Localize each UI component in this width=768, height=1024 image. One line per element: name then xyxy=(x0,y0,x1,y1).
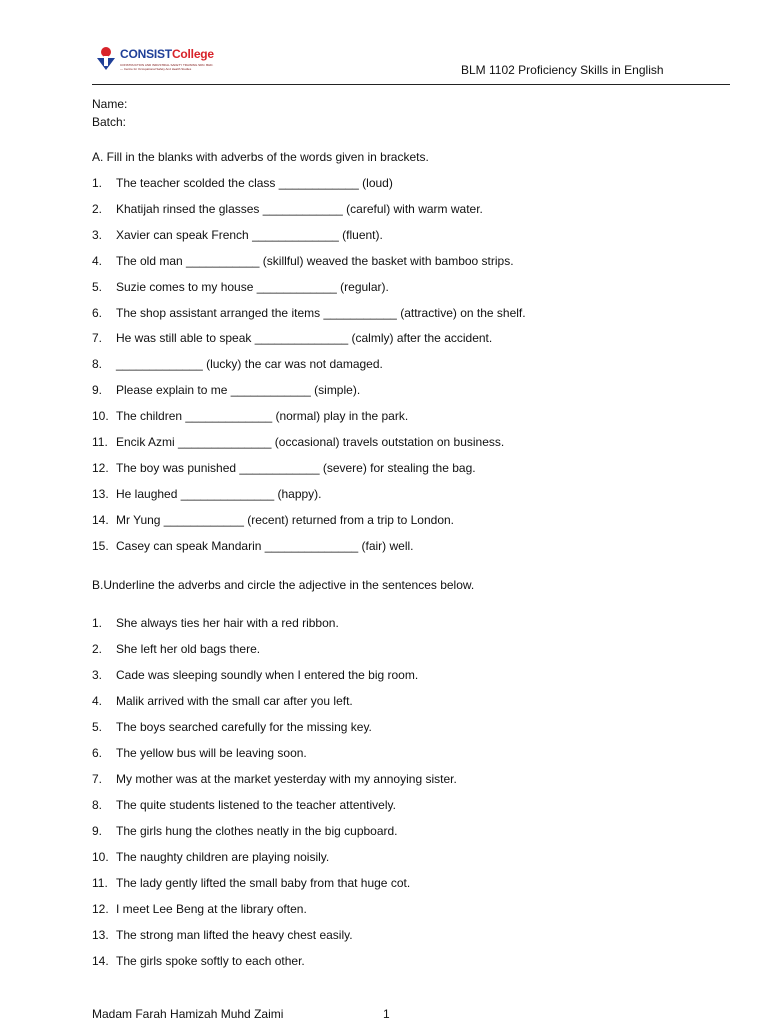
section-a-item-number: 1. xyxy=(92,176,103,190)
section-b-item-text: She always ties her hair with a red ribbon. xyxy=(116,616,339,630)
logo-subtitle: CONSTRUCTION AND INDUSTRIAL SAFETY TRAINING SDN. BHD. — Centre for Occupational Safety And Health Studies xyxy=(120,63,214,71)
section-b-item-number: 8. xyxy=(92,798,103,812)
section-b-item-text: Cade was sleeping soundly when I entered the big room. xyxy=(116,668,419,682)
section-b-item-number: 13. xyxy=(92,928,109,942)
section-b-item-text: The girls spoke softly to each other. xyxy=(116,954,305,968)
section-b-item-text: The boys searched carefully for the missing key. xyxy=(116,720,372,734)
section-b-item-text: The quite students listened to the teacher attentively. xyxy=(116,798,396,812)
section-b-item-text: The yellow bus will be leaving soon. xyxy=(116,746,307,760)
section-a-item-number: 10. xyxy=(92,409,109,424)
section-a-item-number: 9. xyxy=(92,383,103,398)
section-b-item-number: 1. xyxy=(92,616,103,630)
section-a-item-number: 13. xyxy=(92,486,109,501)
section-a-item-number: 12. xyxy=(92,460,109,475)
footer-author: Madam Farah Hamizah Muhd Zaimi xyxy=(92,1007,284,1021)
section-a-item-number: 11. xyxy=(92,435,108,449)
section-a-item-number: 5. xyxy=(92,279,103,294)
section-a-item-text: Please explain to me ____________ (simple). xyxy=(116,383,361,398)
batch-label: Batch: xyxy=(92,115,127,129)
college-logo xyxy=(94,44,214,76)
section-a-item-number: 6. xyxy=(92,305,103,320)
section-b-item-number: 6. xyxy=(92,746,103,760)
page-number: 1 xyxy=(383,1007,390,1021)
section-a-item-number: 8. xyxy=(92,357,103,372)
section-a-item-number: 14. xyxy=(92,512,109,527)
section-a-item-text: The old man ___________ (skillful) weaved the basket with bamboo strips. xyxy=(116,253,514,268)
section-a-item-text: Mr Yung ____________ (recent) returned from a trip to London. xyxy=(116,512,454,527)
section-a-instruction: A. Fill in the blanks with adverbs of the words given in brackets. xyxy=(92,150,429,164)
section-b-item-text: My mother was at the market yesterday with my annoying sister. xyxy=(116,772,457,786)
section-a-item-number: 2. xyxy=(92,201,103,216)
section-b-item-number: 7. xyxy=(92,772,103,786)
section-b-item-text: The lady gently lifted the small baby from that huge cot. xyxy=(116,876,411,890)
section-b-item-number: 11. xyxy=(92,876,108,890)
section-b-item-text: The naughty children are playing noisily. xyxy=(116,850,330,864)
section-a-item-text: Xavier can speak French _____________ (fluent). xyxy=(116,227,383,242)
section-b-item-number: 4. xyxy=(92,694,103,708)
section-a-item-number: 7. xyxy=(92,331,103,346)
section-a-item-text: He was still able to speak ______________ (calmly) after the accident. xyxy=(116,331,493,346)
course-title: BLM 1102 Proficiency Skills in English xyxy=(461,63,664,77)
college-logo-icon xyxy=(94,44,118,74)
section-b-item-number: 5. xyxy=(92,720,103,734)
section-a-item-text: He laughed ______________ (happy). xyxy=(116,486,322,501)
section-a-item-number: 4. xyxy=(92,253,103,268)
section-b-item-number: 12. xyxy=(92,902,109,916)
section-a-item-text: Encik Azmi ______________ (occasional) travels outstation on business. xyxy=(116,435,505,449)
section-a-item-text: The children _____________ (normal) play in the park. xyxy=(116,409,409,424)
section-a-item-text: Suzie comes to my house ____________ (regular). xyxy=(116,279,389,294)
logo-wordmark: CONSISTCollege xyxy=(120,47,214,61)
section-a-item-number: 15. xyxy=(92,538,109,553)
section-a-item-text: The teacher scolded the class ____________ (loud) xyxy=(116,176,393,190)
section-b-item-text: I meet Lee Beng at the library often. xyxy=(116,902,307,916)
section-a-item-text: _____________ (lucky) the car was not damaged. xyxy=(116,357,383,372)
section-b-item-number: 10. xyxy=(92,850,109,864)
section-a-item-text: Casey can speak Mandarin ______________ (fair) well. xyxy=(116,538,414,553)
section-b-item-text: The girls hung the clothes neatly in the big cupboard. xyxy=(116,824,398,838)
section-b-item-number: 3. xyxy=(92,668,103,682)
section-a-item-text: The shop assistant arranged the items ___________ (attractive) on the shelf. xyxy=(116,305,526,320)
header-divider xyxy=(92,84,730,85)
section-b-item-text: She left her old bags there. xyxy=(116,642,261,656)
section-b-item-number: 9. xyxy=(92,824,103,838)
section-a-item-number: 3. xyxy=(92,227,103,242)
section-b-instruction: B.Underline the adverbs and circle the adjective in the sentences below. xyxy=(92,578,475,592)
section-b-item-number: 14. xyxy=(92,954,109,968)
name-label: Name: xyxy=(92,97,128,111)
section-b-item-number: 2. xyxy=(92,642,103,656)
section-b-item-text: Malik arrived with the small car after you left. xyxy=(116,694,353,708)
section-a-item-text: The boy was punished ____________ (severe) for stealing the bag. xyxy=(116,460,476,475)
section-b-item-text: The strong man lifted the heavy chest easily. xyxy=(116,928,353,942)
section-a-item-text: Khatijah rinsed the glasses ____________ (careful) with warm water. xyxy=(116,201,483,216)
